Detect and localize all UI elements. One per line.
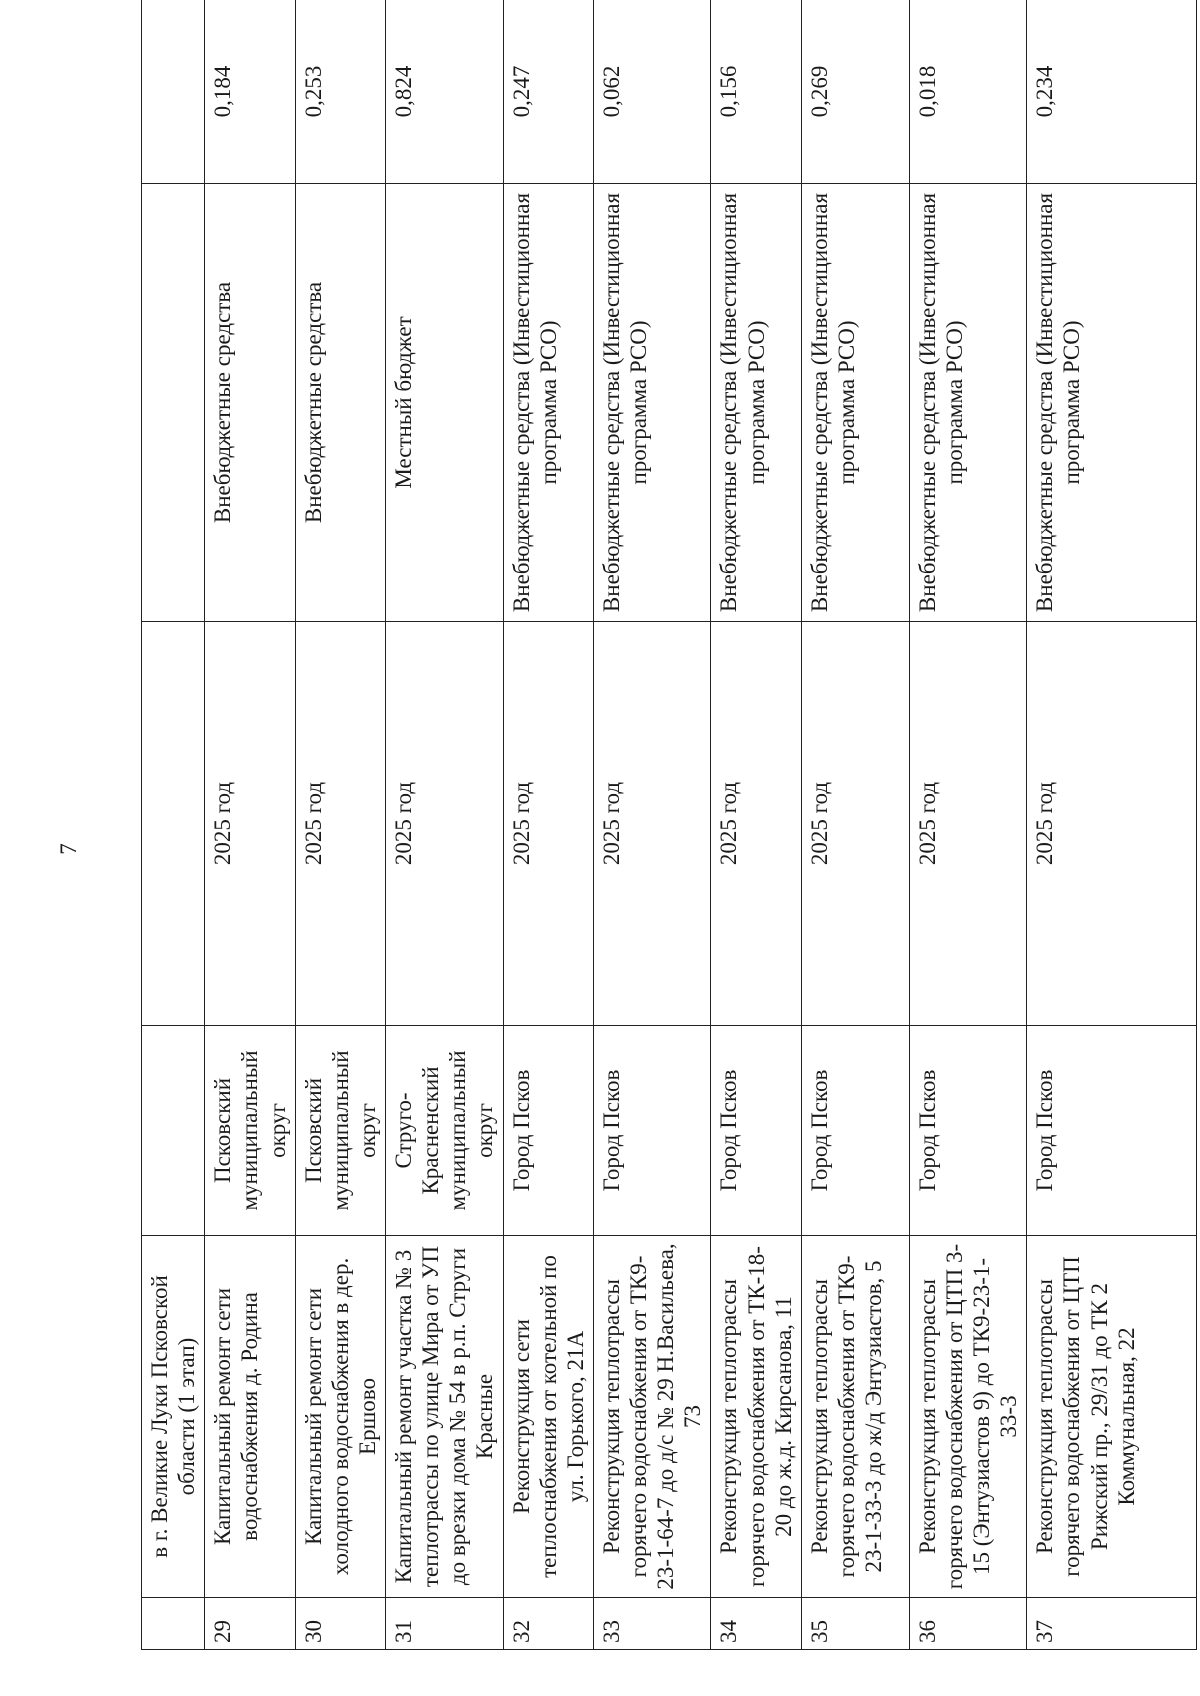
row-area: Псковский муниципальный округ: [205, 1026, 295, 1236]
header-name: в г. Великие Луки Псковской области (1 этап): [142, 1236, 205, 1598]
row-area: Город Псков: [801, 1026, 909, 1236]
row-area: Псковский муниципальный округ: [295, 1026, 385, 1236]
row-area: Город Псков: [503, 1026, 593, 1236]
table-row: [205, 0, 295, 1650]
row-number: 36: [909, 1598, 1027, 1650]
row-year: 2025 год: [593, 622, 711, 1026]
row-name: Реконструкция теплотрассы горячего водоснабжения от ТК9-23-1-64-7 до д/с № 29 Н.Васильева, 73: [593, 1236, 711, 1598]
table-row: [1027, 0, 1197, 1650]
row-number: 31: [386, 1598, 504, 1650]
row-year: 2025 год: [295, 622, 385, 1026]
header-value: [142, 0, 205, 184]
row-source: Внебюджетные средства (Инвестиционная программа РСО): [909, 184, 1027, 622]
table-row: [909, 0, 1027, 1650]
table-row: [711, 0, 801, 1650]
row-name: Капитальный ремонт сети водоснабжения д. Родина: [205, 1236, 295, 1598]
row-year: 2025 год: [205, 622, 295, 1026]
row-name: Реконструкция теплотрассы горячего водоснабжения от ЦТП 3-15 (Энтузиастов 9) до ТК9-23-1-33-3: [909, 1236, 1027, 1598]
table-row: [295, 0, 385, 1650]
row-number: 30: [295, 1598, 385, 1650]
row-value: 0,018: [909, 0, 1027, 184]
row-area: Город Псков: [1027, 1026, 1197, 1236]
row-number: 32: [503, 1598, 593, 1650]
table-row: [386, 0, 504, 1650]
row-area: Струго-Красненский муниципальный округ: [386, 1026, 504, 1236]
row-year: 2025 год: [503, 622, 593, 1026]
row-value: 0,062: [593, 0, 711, 184]
row-value: 0,269: [801, 0, 909, 184]
row-source: Внебюджетные средства: [295, 184, 385, 622]
row-name: Капитальный ремонт участка № 3 теплотрассы по улице Мира от УП до врезки дома № 54 в р.п. Струги Красные: [386, 1236, 504, 1598]
row-name: Реконструкция теплотрассы горячего водоснабжения от ТК-18-20 до ж.д. Кирсанова, 11: [711, 1236, 801, 1598]
header-area: [142, 1026, 205, 1236]
row-source: Внебюджетные средства (Инвестиционная программа РСО): [503, 184, 593, 622]
row-year: 2025 год: [386, 622, 504, 1026]
table-row: [801, 0, 909, 1650]
rotated-table-container: [141, 0, 1139, 1650]
row-year: 2025 год: [1027, 622, 1197, 1026]
row-number: 33: [593, 1598, 711, 1650]
header-source: [142, 184, 205, 622]
table-row: [503, 0, 593, 1650]
row-value: 0,156: [711, 0, 801, 184]
row-year: 2025 год: [909, 622, 1027, 1026]
row-value: 0,234: [1027, 0, 1197, 184]
header-year: [142, 622, 205, 1026]
row-area: Город Псков: [711, 1026, 801, 1236]
row-number: 35: [801, 1598, 909, 1650]
row-source: Внебюджетные средства (Инвестиционная программа РСО): [593, 184, 711, 622]
header-num: [142, 1598, 205, 1650]
row-area: Город Псков: [593, 1026, 711, 1236]
row-value: 0,824: [386, 0, 504, 184]
row-year: 2025 год: [711, 622, 801, 1026]
table-row: [593, 0, 711, 1650]
row-name: Реконструкция сети теплоснабжения от котельной по ул. Горького, 21А: [503, 1236, 593, 1598]
row-source: Внебюджетные средства (Инвестиционная программа РСО): [711, 184, 801, 622]
row-source: Местный бюджет: [386, 184, 504, 622]
projects-table: [141, 0, 1197, 1650]
row-number: 34: [711, 1598, 801, 1650]
row-value: 0,184: [205, 0, 295, 184]
row-source: Внебюджетные средства (Инвестиционная программа РСО): [801, 184, 909, 622]
row-name: Реконструкция теплотрассы горячего водоснабжения от ТК9-23-1-33-3 до ж/д Энтузиастов, 5: [801, 1236, 909, 1598]
row-number: 29: [205, 1598, 295, 1650]
page-number: 7: [56, 843, 81, 855]
row-year: 2025 год: [801, 622, 909, 1026]
row-source: Внебюджетные средства (Инвестиционная программа РСО): [1027, 184, 1197, 622]
table-header-row: [142, 0, 205, 1650]
row-value: 0,247: [503, 0, 593, 184]
row-number: 37: [1027, 1598, 1197, 1650]
row-source: Внебюджетные средства: [205, 184, 295, 622]
row-area: Город Псков: [909, 1026, 1027, 1236]
row-name: Капитальный ремонт сети холодного водоснабжения в дер. Ершово: [295, 1236, 385, 1598]
row-name: Реконструкция теплотрассы горячего водоснабжения от ЦТП Рижский пр., 29/31 до ТК 2 Коммунальная, 22: [1027, 1236, 1197, 1598]
row-value: 0,253: [295, 0, 385, 184]
